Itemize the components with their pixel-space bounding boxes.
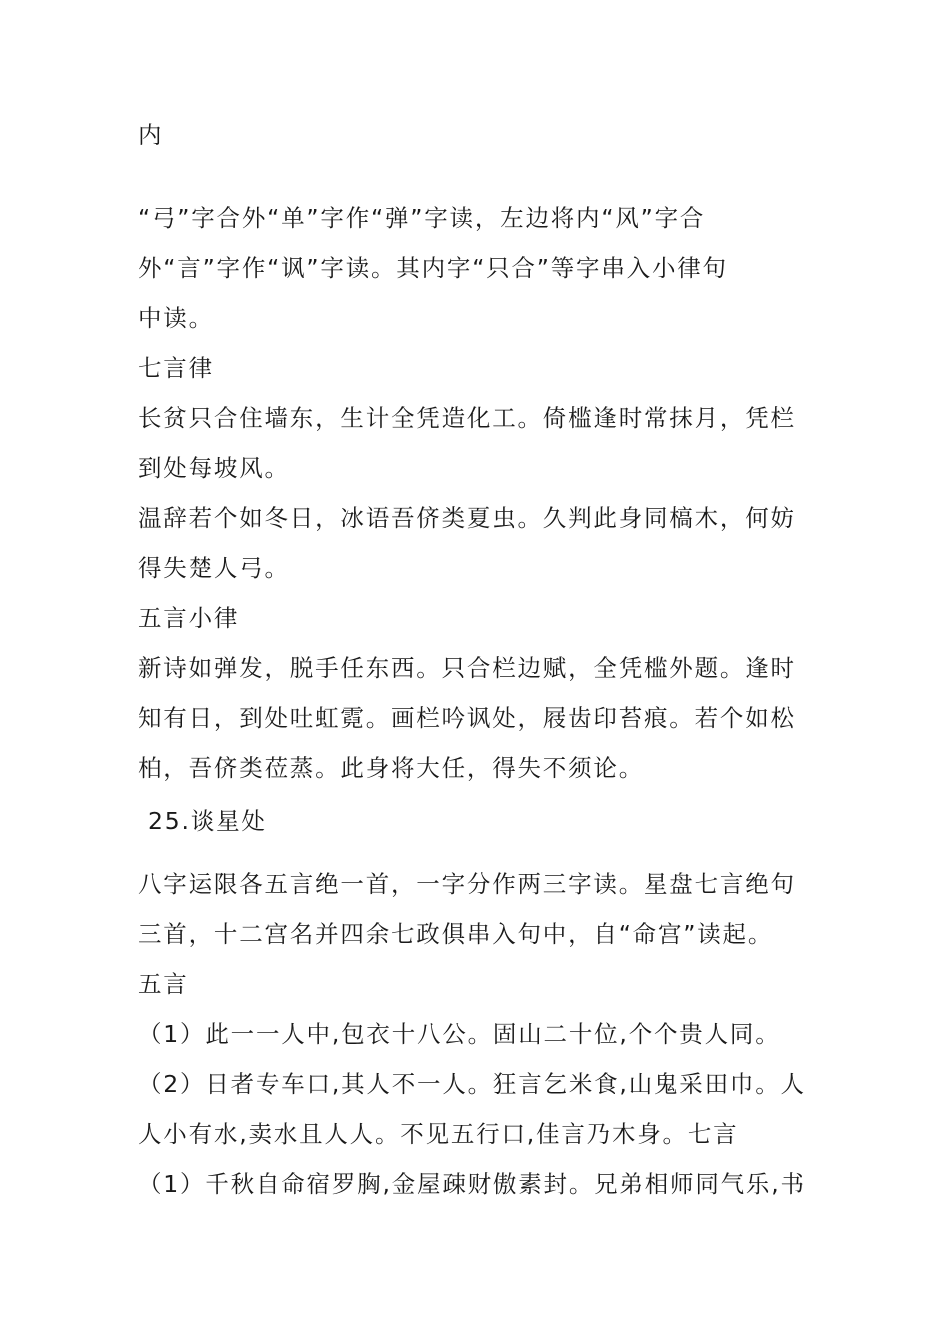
section-title: 五言小律: [138, 604, 240, 632]
text-line: 温辞若个如冬日，冰语吾侪类夏虫。久判此身同槁木，何妨: [138, 504, 796, 532]
text-line: 外“言”字作“讽”字读。其内字“只合”等字串入小律句: [138, 254, 728, 282]
text-line: “弓”字合外“单”字作“弹”字读，左边将内“风”字合: [138, 204, 706, 232]
text-line: 柏，吾侪类莅蒸。此身将大任，得失不须论。: [138, 754, 644, 782]
section-title: 五言: [138, 970, 189, 998]
text-line: 三首，十二宫名并四余七政俱串入句中，自“命宫”读起。: [138, 920, 774, 948]
text-line: 中读。: [138, 304, 214, 332]
text-line: （1）此一一人中,包衣十八公。固山二十位,个个贵人同。: [138, 1020, 781, 1048]
text-line: 内: [138, 121, 164, 149]
text-line: 得失楚人弓。: [138, 554, 290, 582]
text-line: 八字运限各五言绝一首，一字分作两三字读。星盘七言绝句: [138, 870, 796, 898]
text-line: 长贫只合住墙东，生计全凭造化工。倚槛逢时常抹月，凭栏: [138, 404, 796, 432]
text-line: 知有日，到处吐虹霓。画栏吟讽处，屐齿印苔痕。若个如松: [138, 704, 796, 732]
text-line: （2）日者专车口,其人不一人。狂言乞米食,山鬼采田巾。人: [138, 1070, 806, 1098]
text-line: 新诗如弹发，脱手任东西。只合栏边赋，全凭槛外题。逢时: [138, 654, 796, 682]
text-line: （1）千秋自命宿罗胸,金屋疎财傲素封。兄弟相师同气乐,书: [138, 1170, 806, 1198]
text-line: 到处每坡风。: [138, 454, 290, 482]
chapter-heading: 25.谈星处: [148, 807, 267, 835]
section-title: 七言律: [138, 354, 214, 382]
text-line: 人小有水,卖水且人人。不见五行口,佳言乃木身。七言: [138, 1120, 739, 1148]
